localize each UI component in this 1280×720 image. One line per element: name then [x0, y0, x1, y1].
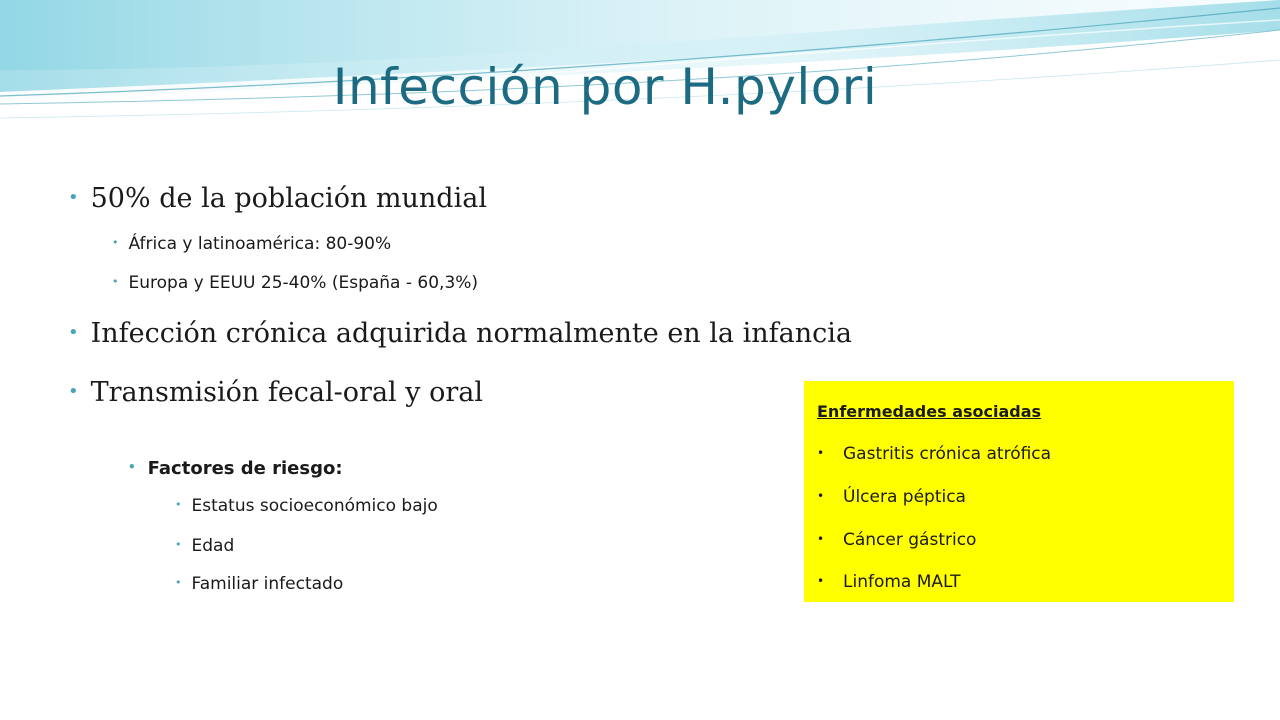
bullet-marker: •	[175, 576, 182, 589]
bullet-marker: •	[175, 498, 182, 511]
sub-bullet-europe-text: Europa y EEUU 25-40% (España - 60,3%)	[128, 273, 479, 293]
bullet-population-text: 50% de la población mundial	[90, 183, 487, 214]
risk-factor-text: Estatus socioeconómico bajo	[191, 496, 438, 516]
bullet-marker: •	[817, 446, 825, 460]
sub-bullet-africa	[112, 234, 391, 254]
slide-title: Infección por H.pylori	[332, 58, 878, 116]
sub-bullet-europe	[112, 273, 478, 293]
disease-item	[817, 572, 961, 592]
bullet-chronic-infection	[68, 318, 852, 349]
disease-text: Gastritis crónica atrófica	[843, 444, 1052, 464]
disease-item	[817, 487, 966, 507]
bullet-marker: •	[128, 460, 136, 474]
bullet-chronic-infection-text: Infección crónica adquirida normalmente en la infancia	[90, 318, 852, 349]
bullet-marker: •	[817, 574, 825, 588]
disease-item	[817, 530, 976, 550]
bullet-marker: •	[112, 236, 119, 249]
bullet-marker: •	[817, 489, 825, 503]
bullet-marker: •	[68, 187, 79, 208]
disease-item	[817, 444, 1051, 464]
disease-text: Linfoma MALT	[843, 572, 961, 592]
bullet-marker: •	[817, 532, 825, 546]
risk-factor-text: Familiar infectado	[191, 574, 344, 594]
sub-bullet-africa-text: África y latinoamérica: 80-90%	[128, 234, 392, 254]
bullet-marker: •	[68, 381, 79, 402]
bullet-transmission	[68, 377, 483, 408]
risk-factor-item	[175, 496, 438, 516]
bullet-marker: •	[175, 538, 182, 551]
bullet-marker: •	[68, 322, 79, 343]
risk-factor-item	[175, 574, 343, 594]
risk-factor-item	[175, 536, 234, 556]
risk-factor-text: Edad	[191, 536, 235, 556]
bullet-transmission-text: Transmisión fecal-oral y oral	[90, 377, 483, 408]
disease-text: Úlcera péptica	[843, 487, 966, 507]
associated-diseases-title: Enfermedades asociadas	[817, 402, 1042, 421]
bullet-marker: •	[112, 275, 119, 288]
risk-factors-heading	[128, 458, 343, 479]
bullet-population	[68, 183, 487, 214]
risk-factors-title: Factores de riesgo:	[147, 458, 343, 479]
disease-text: Cáncer gástrico	[843, 530, 977, 550]
associated-diseases-box	[804, 381, 1234, 602]
